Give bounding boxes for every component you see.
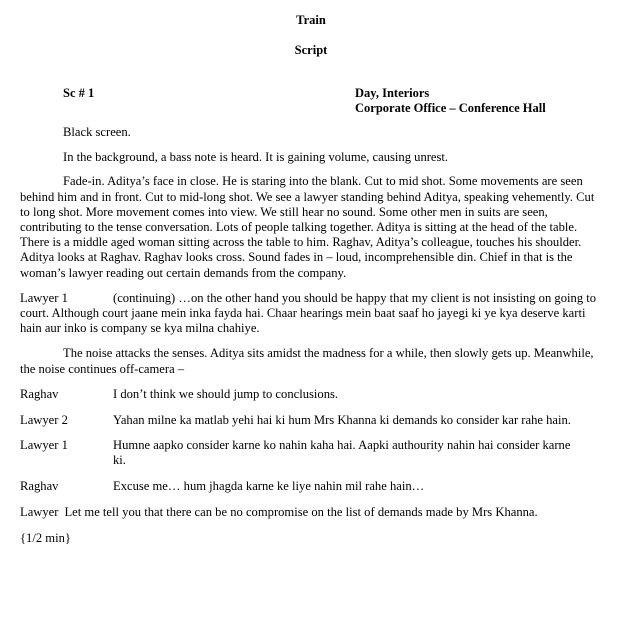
speaker-name: Lawyer 2 — [20, 412, 68, 427]
dialogue-text: Excuse me… hum jhagda karne ke liye nahin mil rahe hain… — [113, 479, 425, 494]
scene-heading — [0, 86, 620, 116]
scene-slug — [355, 86, 546, 116]
speaker-name: Lawyer 1 — [20, 438, 68, 453]
scene-slug-line-1: Day, Interiors — [355, 86, 430, 100]
action-paragraph: The noise attacks the senses. Aditya sits amidst the madness for a while, then slowly gets up. Meanwhile, the noise continues off-camera – — [20, 346, 594, 376]
dialogue-text: Yahan milne ka matlab yehi hai ki hum Mrs Khanna ki demands ko consider kar rahe hain. — [113, 412, 571, 427]
speaker-name: Raghav — [20, 479, 59, 494]
title-block — [0, 0, 620, 58]
document-title: Train — [296, 13, 326, 27]
timing-note: {1/2 min} — [20, 530, 71, 545]
dialogue-line — [20, 387, 601, 402]
action-paragraph: In the background, a bass note is heard. It is gaining volume, causing unrest. — [63, 149, 449, 164]
dialogue-runon — [20, 291, 601, 337]
dialogue-text: I don’t think we should jump to conclusions. — [113, 386, 339, 401]
dialogue-inline — [20, 505, 601, 520]
speaker-name: Lawyer — [20, 504, 59, 519]
dialogue-text: Let me tell you that there can be no compromise on the list of demands made by Mrs Khanna. — [64, 504, 538, 519]
dialogue-line — [20, 413, 601, 428]
script-body — [0, 125, 620, 546]
speaker-name: Lawyer 1 — [20, 290, 68, 305]
speaker-name: Raghav — [20, 386, 59, 401]
dialogue-line — [20, 479, 601, 494]
action-paragraph: Fade-in. Aditya’s face in close. He is staring into the blank. Cut to mid shot. Some movements are seen behind him and in front. Cut to mid-long shot. We see a lawyer standing behind Aditya, speaking vehemently. Cut to long shot. More movement comes into view. We still hear no sound. Some other men in suits are seen, contributing to the tense conversation. Lots of people talking together. Aditya is sitting at the head of the table. There is a middle aged woman sitting across the table to him. Raghav, Aditya’s colleague, touches his shoulder. Aditya looks at Raghav. Raghav looks cross. Sound fades in – loud, incomprehensible din. Chief in that is the woman’s lawyer reading out certain demands from the company. — [20, 174, 595, 280]
scene-slug-line-2: Corporate Office – Conference Hall — [355, 101, 546, 115]
dialogue-line — [20, 438, 601, 468]
scene-number: Sc # 1 — [63, 86, 95, 100]
dialogue-text: Humne aapko consider karne ko nahin kaha hai. Aapki authourity nahin hai consider karne ki. — [113, 438, 571, 468]
document-subtitle: Script — [294, 43, 328, 57]
dialogue-text: (continuing) …on the other hand you should be happy that my client is not insisting on going to court. Although court jaane mein inka fayda hai. Chaar hearings mein baat saaf ho jayegi ki ye kya deserve karti hain aur inko is company se kya milna chahiye. — [20, 290, 597, 336]
action-paragraph: Black screen. — [63, 125, 131, 139]
